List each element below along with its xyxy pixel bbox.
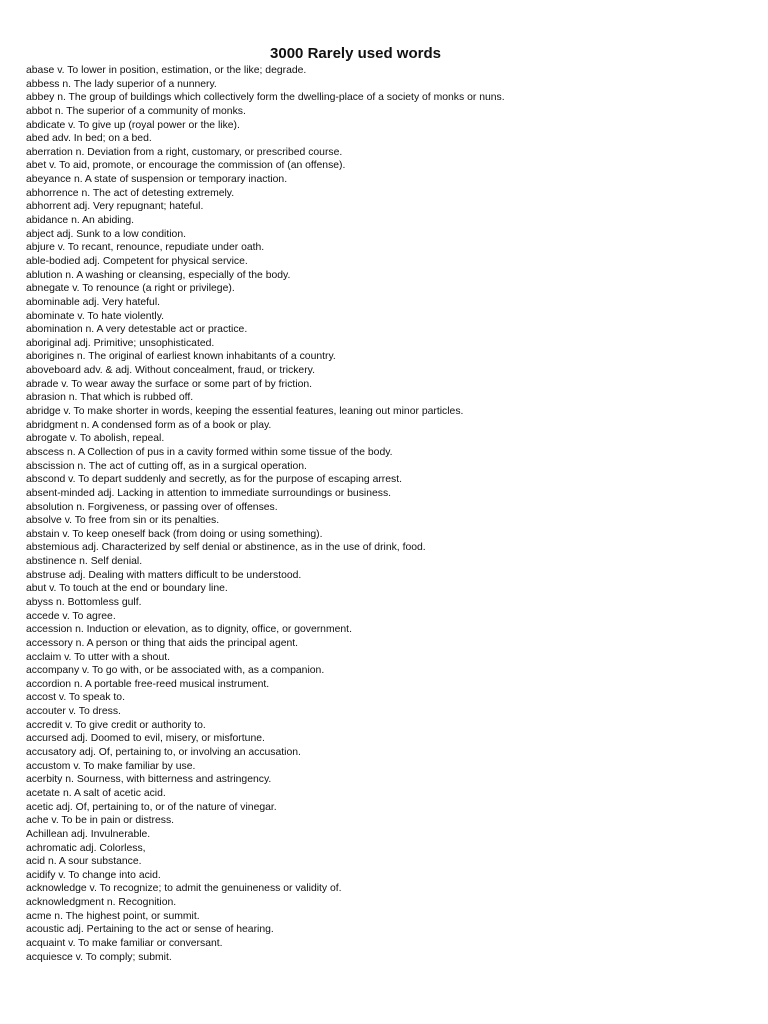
word-entry: able-bodied adj. Competent for physical service. — [26, 255, 248, 267]
word-entry: abhorrence n. The act of detesting extremely. — [26, 187, 235, 199]
word-entry: accustom v. To make familiar by use. — [26, 760, 196, 772]
word-entry: abhorrent adj. Very repugnant; hateful. — [26, 201, 204, 213]
word-entry: accession n. Induction or elevation, as to dignity, office, or government. — [26, 624, 352, 636]
word-entry: acquaint v. To make familiar or conversant. — [26, 938, 223, 949]
word-entry: abominate v. To hate violently. — [26, 310, 165, 322]
word-entry: aboriginal adj. Primitive; unsophisticated. — [26, 337, 215, 349]
word-entry: abstruse adj. Dealing with matters difficult to be understood. — [26, 569, 302, 581]
word-entry: ache v. To be in pain or distress. — [26, 815, 175, 827]
word-entry: abnegate v. To renounce (a right or privilege). — [26, 283, 235, 295]
word-entry: absent-minded adj. Lacking in attention to immediate surroundings or business. — [26, 487, 392, 499]
word-entry: accredit v. To give credit or authority to. — [26, 719, 206, 731]
word-entry: acclaim v. To utter with a shout. — [26, 651, 170, 663]
document-title: 3000 Rarely used words — [270, 45, 441, 62]
word-entry: abstemious adj. Characterized by self denial or abstinence, as in the use of drink, food. — [26, 542, 426, 554]
word-entry: abrogate v. To abolish, repeal. — [26, 433, 165, 445]
word-entry: aberration n. Deviation from a right, customary, or prescribed course. — [26, 146, 343, 158]
word-entry: abridge v. To make shorter in words, keeping the essential features, leaning out minor particles. — [26, 406, 464, 418]
word-entry: abyss n. Bottomless gulf. — [26, 596, 142, 608]
word-entry: acetic adj. Of, pertaining to, or of the nature of vinegar. — [26, 801, 277, 813]
word-entry: abscond v. To depart suddenly and secretly, as for the purpose of escaping arrest. — [26, 474, 403, 486]
word-entry: accessory n. A person or thing that aids the principal agent. — [26, 637, 299, 649]
word-entry: abet v. To aid, promote, or encourage the commission of (an offense). — [26, 160, 346, 172]
word-entry: accusatory adj. Of, pertaining to, or involving an accusation. — [26, 747, 301, 759]
word-entry: abstain v. To keep oneself back (from doing or using something). — [26, 528, 323, 540]
word-entry: accordion n. A portable free-reed musical instrument. — [26, 678, 270, 690]
word-entry: accompany v. To go with, or be associated with, as a companion. — [26, 665, 325, 677]
word-entry: abjure v. To recant, renounce, repudiate under oath. — [26, 242, 265, 254]
word-entry: aborigines n. The original of earliest known inhabitants of a country. — [26, 351, 336, 363]
word-entry: abbey n. The group of buildings which collectively form the dwelling-place of a society of monks or nuns. — [26, 92, 505, 104]
word-entry: absolution n. Forgiveness, or passing over of offenses. — [26, 501, 278, 513]
word-entry: acerbity n. Sourness, with bitterness and astringency. — [26, 774, 272, 786]
word-entry: abdicate v. To give up (royal power or the like). — [26, 119, 240, 131]
word-entry: accouter v. To dress. — [26, 706, 121, 718]
word-entry: aboveboard adv. & adj. Without concealment, fraud, or trickery. — [26, 365, 315, 377]
word-entry: abase v. To lower in position, estimation, or the like; degrade. — [26, 65, 307, 76]
word-entry: Achillean adj. Invulnerable. — [26, 828, 151, 840]
word-entry: abidance n. An abiding. — [26, 215, 135, 227]
word-entry: abrasion n. That which is rubbed off. — [26, 392, 194, 404]
word-entry: ablution n. A washing or cleansing, especially of the body. — [26, 269, 291, 281]
word-entry: abeyance n. A state of suspension or temporary inaction. — [26, 174, 288, 186]
word-entry: abbess n. The lady superior of a nunnery. — [26, 78, 217, 90]
word-entry: acid n. A sour substance. — [26, 856, 142, 868]
word-entry: abscess n. A Collection of pus in a cavity formed within some tissue of the body. — [26, 446, 393, 458]
word-entry: acetate n. A salt of acetic acid. — [26, 787, 166, 799]
word-entry: abbot n. The superior of a community of monks. — [26, 105, 246, 117]
word-entry: achromatic adj. Colorless, — [26, 842, 146, 854]
word-entry: abridgment n. A condensed form as of a book or play. — [26, 419, 272, 431]
word-entry: absolve v. To free from sin or its penalties. — [26, 515, 220, 527]
word-entry: accede v. To agree. — [26, 610, 116, 622]
word-entry: acknowledge v. To recognize; to admit the genuineness or validity of. — [26, 883, 342, 895]
word-list — [26, 64, 746, 964]
word-entry: acknowledgment n. Recognition. — [26, 897, 177, 909]
word-entry: acidify v. To change into acid. — [26, 869, 161, 881]
word-entry: acquiesce v. To comply; submit. — [26, 951, 172, 963]
word-entry: abominable adj. Very hateful. — [26, 296, 161, 308]
word-entry: accursed adj. Doomed to evil, misery, or misfortune. — [26, 733, 265, 745]
word-entry: abscission n. The act of cutting off, as in a surgical operation. — [26, 460, 307, 472]
word-entry: abomination n. A very detestable act or practice. — [26, 324, 248, 336]
word-entry: abed adv. In bed; on a bed. — [26, 133, 152, 145]
word-entry: accost v. To speak to. — [26, 692, 125, 704]
word-entry: abrade v. To wear away the surface or some part of by friction. — [26, 378, 313, 390]
word-entry: acme n. The highest point, or summit. — [26, 910, 200, 922]
word-entry: acoustic adj. Pertaining to the act or sense of hearing. — [26, 924, 274, 936]
word-entry: abut v. To touch at the end or boundary line. — [26, 583, 228, 595]
word-entry: abject adj. Sunk to a low condition. — [26, 228, 186, 240]
word-entry: abstinence n. Self denial. — [26, 556, 143, 568]
